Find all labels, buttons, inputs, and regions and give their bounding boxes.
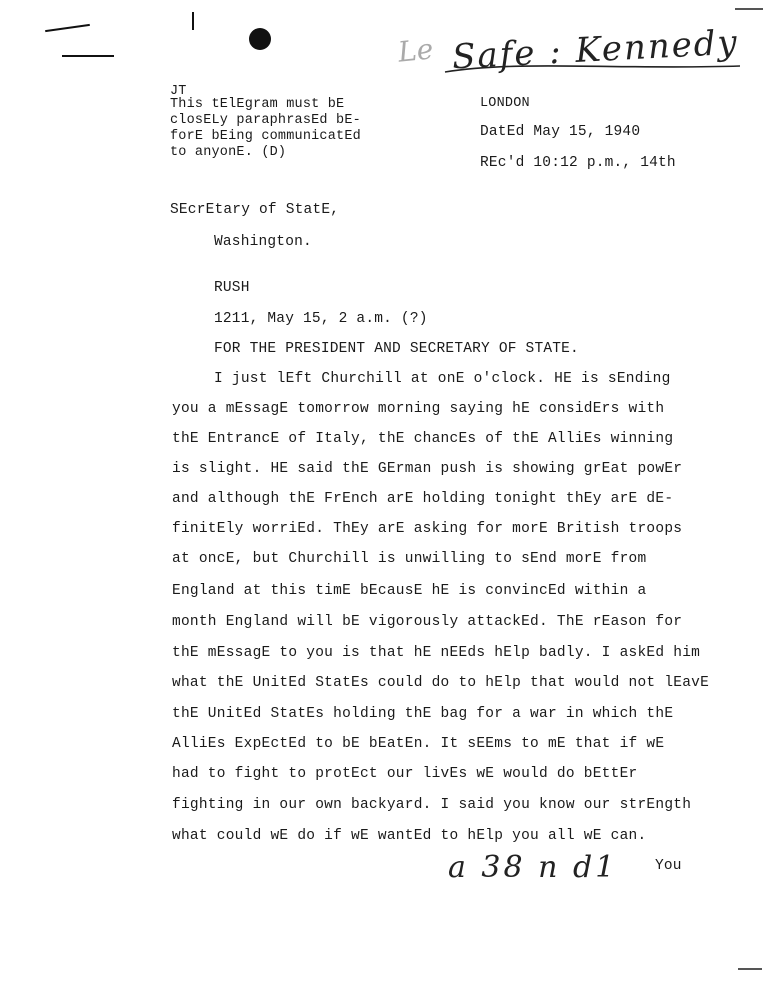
body-line-11: what thE UnitEd StatEs could do to hElp that would not lEavE [172,675,710,691]
dated: DatEd May 15, 1940 [480,124,641,140]
paraphrase-note-line-1: This tElEgram must bE [170,97,345,112]
body-line-3: thE EntrancE of Italy, thE chancEs of thE AlliEs winning [172,431,674,447]
body-line-14: had to fight to protEct our livEs wE would do bEttEr [172,766,638,782]
handwritten-routing: Safe : Kennedy [451,22,740,78]
body-line-5: and although thE FrEnch arE holding tonight thEy arE dE- [172,491,674,507]
body-line-9: month England will bE vigorously attackEd. ThE rEason for [172,614,683,630]
body-line-8: England at this timE bEcausE hE is convincEd within a [172,583,647,599]
body-line-2: you a mEssagE tomorrow morning saying hE considErs with [172,401,665,417]
body-line-6: finitEly worriEd. ThEy arE asking for morE British troops [172,521,683,537]
priority: RUSH [214,280,250,296]
corner-mark-bottom [738,968,762,970]
address-city: Washington. [214,234,312,250]
addressee: SEcrEtary of StatE, [170,202,340,218]
received: REc'd 10:12 p.m., 14th [480,155,676,171]
scan-mark-1 [45,24,90,32]
message-number: 1211, May 15, 2 a.m. (?) [214,311,428,327]
scan-mark-2 [62,55,114,57]
paraphrase-note-line-3: forE bEing communicatEd [170,129,361,144]
header-initials: JT [170,84,187,99]
body-line-4: is slight. HE said thE GErman push is showing grEat powEr [172,461,683,477]
handwritten-routing-prefix: Le [396,32,435,69]
corner-mark-top [735,8,763,10]
paraphrase-note-line-2: closELy paraphrasEd bE- [170,113,361,128]
body-line-16: what could wE do if wE wantEd to hElp you all wE can. [172,828,647,844]
body-line-15: fighting in our own backyard. I said you know our strEngth [172,797,692,813]
scan-mark-3 [192,12,194,30]
body-line-10: thE mEssagE to you is that hE nEEds hElp badly. I askEd him [172,645,701,661]
origin: LONDON [480,96,530,111]
body-line-13: AlliEs ExpEctEd to bE bEatEn. It sEEms to mE that if wE [172,736,665,752]
routing-underline [440,52,760,92]
body-line-7: at oncE, but Churchill is unwilling to sEnd morE from [172,551,647,567]
body-line-1: I just lEft Churchill at onE o'clock. HE is sEnding [214,371,671,387]
catchword: You [655,858,682,874]
paraphrase-note-line-4: to anyonE. (D) [170,145,287,160]
attention-line: FOR THE PRESIDENT AND SECRETARY OF STATE. [214,341,579,357]
handwritten-file-number: a 38 n d1 [448,850,618,885]
body-line-12: thE UnitEd StatEs holding thE bag for a war in which thE [172,706,674,722]
ink-dot [249,28,271,50]
